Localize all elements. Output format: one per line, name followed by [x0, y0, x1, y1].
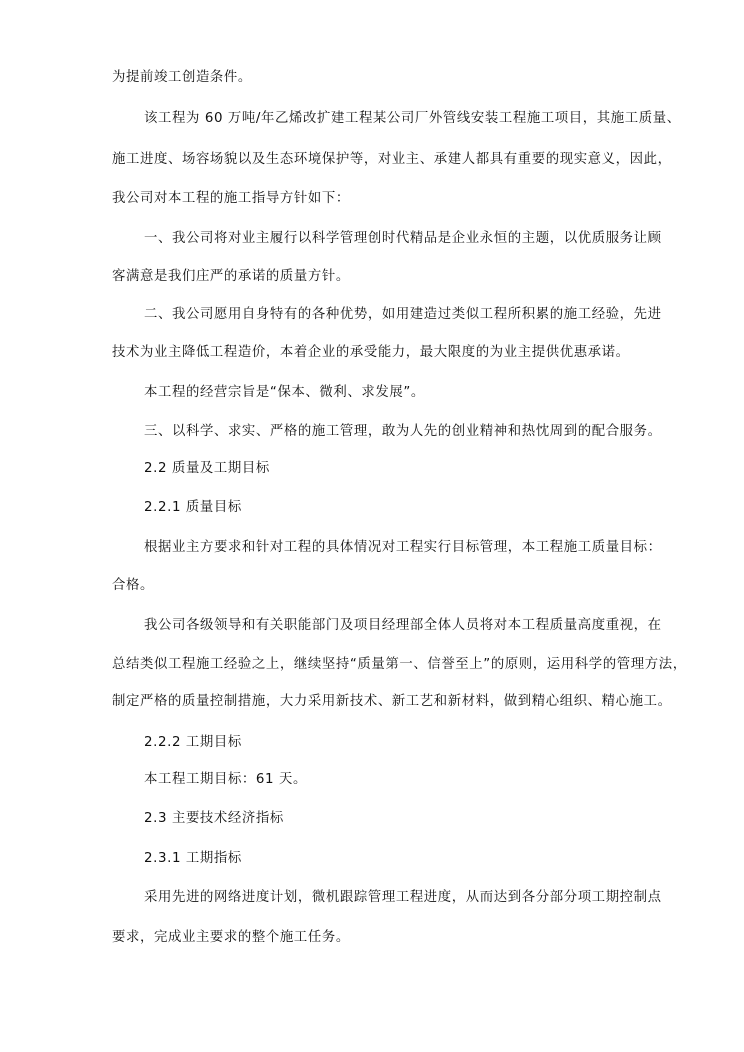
subsection-heading: 2.3.1 工期指标 — [144, 851, 242, 866]
text-line: 三、以科学、求实、严格的施工管理，敢为人先的创业精神和热忱周到的配合服务。 — [144, 424, 662, 439]
section-heading: 2.2 质量及工期目标 — [144, 461, 270, 476]
text-line: 一、我公司将对业主履行以科学管理创时代精品是企业永恒的主题，以优质服务让顾 — [144, 231, 662, 246]
text-line: 施工进度、场容场貌以及生态环境保护等，对业主、承建人都具有重要的现实意义，因此， — [112, 152, 672, 167]
text-line: 本工程工期目标：61 天。 — [144, 772, 308, 787]
text-line: 采用先进的网络进度计划，微机跟踪管理工程进度，从而达到各分部分项工期控制点 — [144, 890, 662, 905]
text-line: 制定严格的质量控制措施，大力采用新技术、新工艺和新材料，做到精心组织、精心施工。 — [112, 694, 672, 709]
text-line: 该工程为 60 万吨/年乙烯改扩建工程某公司厂外管线安装工程施工项目，其施工质量、 — [144, 111, 681, 126]
text-line: 客满意是我们庄严的承诺的质量方针。 — [112, 269, 350, 284]
text-line: 我公司对本工程的施工指导方针如下： — [112, 191, 350, 206]
section-heading: 2.3 主要技术经济指标 — [144, 811, 284, 826]
text-line: 根据业主方要求和针对工程的具体情况对工程实行目标管理，本工程施工质量目标： — [144, 540, 662, 555]
subsection-heading: 2.2.2 工期目标 — [144, 735, 242, 750]
text-line: 为提前竣工创造条件。 — [112, 70, 252, 85]
text-line: 合格。 — [112, 578, 154, 593]
text-line: 二、我公司愿用自身特有的各种优势，如用建造过类似工程所积累的施工经验，先进 — [144, 307, 662, 322]
text-line: 我公司各级领导和有关职能部门及项目经理部全体人员将对本工程质量高度重视，在 — [144, 618, 662, 633]
text-line: 本工程的经营宗旨是“保本、微利、求发展”。 — [144, 385, 425, 400]
text-line: 要求，完成业主要求的整个施工任务。 — [112, 930, 350, 945]
subsection-heading: 2.2.1 质量目标 — [144, 500, 242, 515]
text-line: 总结类似工程施工经验之上，继续坚持“质量第一、信誉至上”的原则，运用科学的管理方法， — [112, 657, 687, 672]
text-line: 技术为业主降低工程造价，本着企业的承受能力，最大限度的为业主提供优惠承诺。 — [112, 345, 630, 360]
